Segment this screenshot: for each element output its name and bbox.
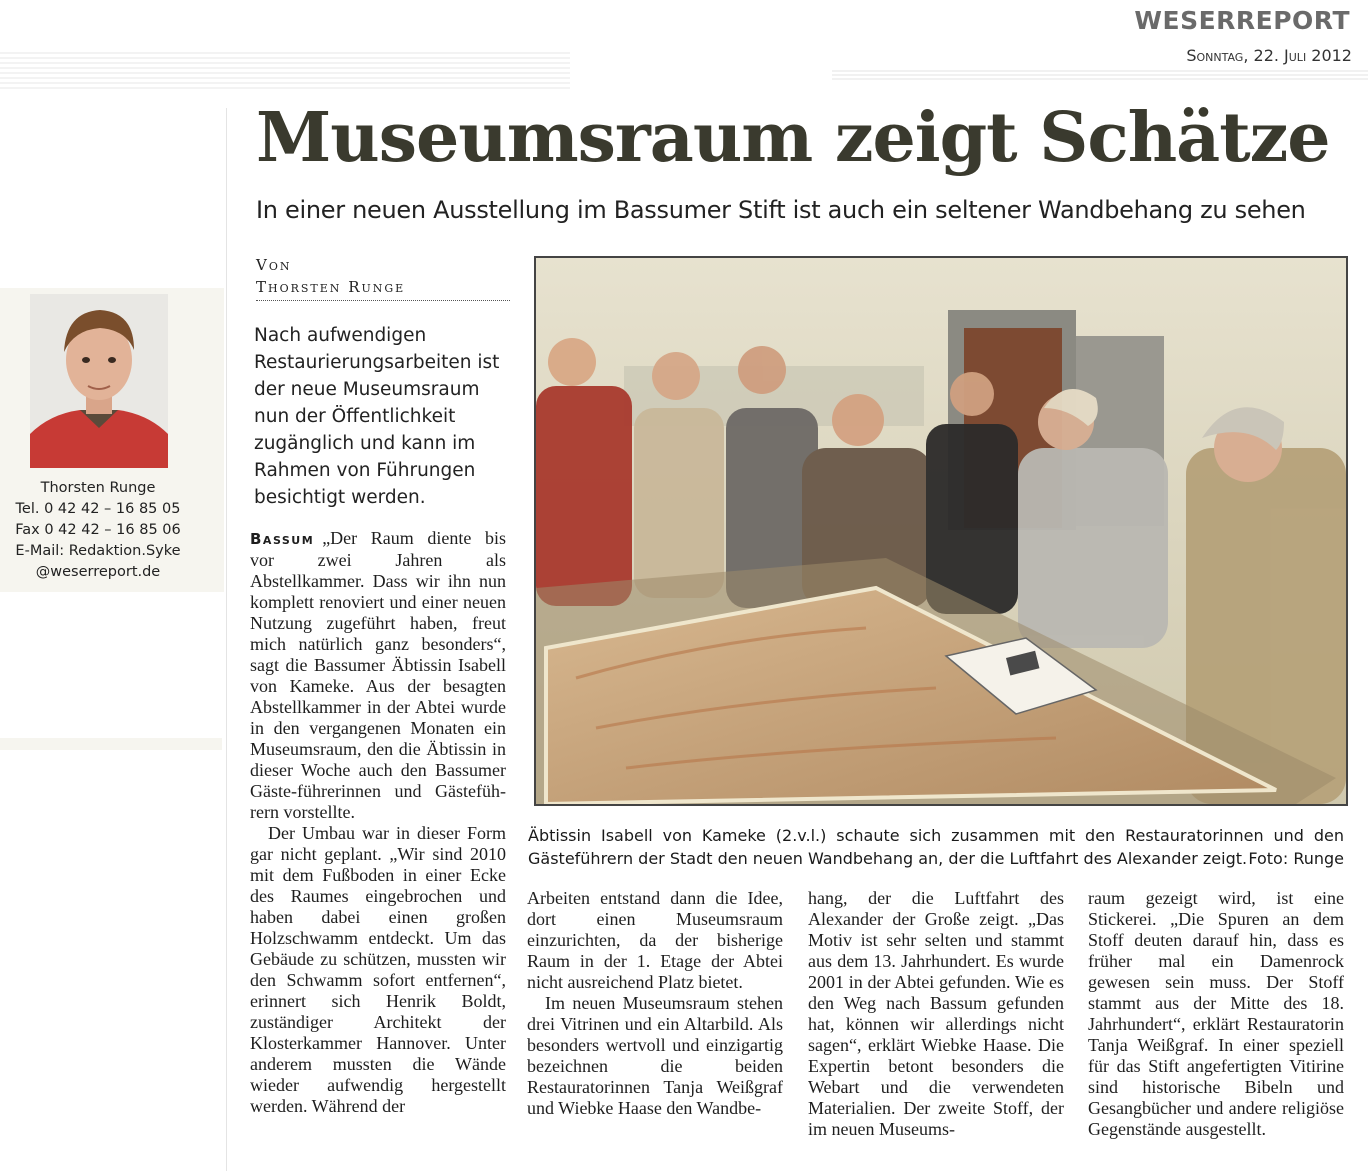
author-portrait-illustration [30,294,168,468]
author-fax: Fax 0 42 42 – 16 85 06 [15,522,181,538]
masthead-name: WESERREPORT [1134,6,1350,35]
body-paragraph: hang, der die Luftfahrt des Alexander der Große zeigt. „Das Motiv ist sehr selten und stammt aus dem 13. Jahrhundert. Es wurde 2001 in der Abtei gefunden. Wie es den Weg nach Bassum gefunden hat, können wir allerdings nicht sagen“, erklärt Wiebke Haase. Die Expertin betont besonders die Webart und die verwendeten Materialien. Der zweite Stoff, der im neuen Museums- [808,888,1064,1139]
body-paragraph: Arbeiten entstand dann die Idee, dort einen Museumsraum einzurichten, da der bisherige Raum in der 1. Etage der Abtei nicht ausreichend Platz bietet. [527,888,783,992]
author-email-line2: @weserreport.de [35,564,161,580]
author-name: Thorsten Runge [40,480,156,496]
decorative-rule [832,70,1368,82]
byline-divider [256,300,510,301]
article-column-2 [527,888,783,1119]
photo-credit: Foto: Runge [1248,849,1344,868]
author-email-line1: E-Mail: Redaktion.Syke [15,543,181,559]
article-column-1 [250,528,506,1117]
article-column-4 [1088,888,1344,1140]
decorative-rule [0,52,570,90]
photo-caption [528,824,1344,870]
dateline: Bassum [250,530,315,548]
article-column-3 [808,888,1064,1140]
decorative-band [0,738,222,750]
byline-prefix: Von [256,256,292,274]
body-paragraph: raum gezeigt wird, ist eine Stickerei. „Die Spuren an dem Stoff deuten darauf hin, dass es früher mal ein Damenrock gewesen sein muss. Der Stoff stammt aus der Mitte des 18. Jahrhundert“, erklärt Restauratorin Tanja Weißgraf. In einer speziell für das Stift angefertigten Vitirine sind historische Bibeln und Gesangbücher und andere religiöse Gegenstände ausgestellt. [1088,888,1344,1139]
lead-paragraph: Nach aufwendigen Restaurierungsarbeiten ist der neue Museumsraum nun der Öffentlichkeit zugänglich und kann im Rahmen von Führungen besichtigt werden. [254,325,500,508]
author-contact [0,478,196,583]
subheadline: In einer neuen Ausstellung im Bassumer Stift ist auch ein seltener Wandbehang zu sehen [256,196,1306,224]
body-paragraph: Der Umbau war in dieser Form gar nicht geplant. „Wir sind 2010 mit dem Fußboden in einer Ecke des Raumes eingebrochen und haben dabei einen großen Holzschwamm entdeckt. Um das Gebäude zu schützen, mussten wir den Schwamm sofort entfernen“, erinnert sich Henrik Boldt, zuständiger Architekt der Klosterkammer Hannover. Unter anderem mussten die Wände wieder aufwendig hergestellt werden. Während der [250,823,506,1116]
byline-author: Thorsten Runge [256,278,406,296]
article-photo [534,256,1348,806]
body-paragraph: Im neuen Museumsraum stehen drei Vitrinen und ein Altarbild. Als besonders wertvoll und einzigartig bezeichnen die beiden Restauratorinnen Tanja Weißgraf und Wiebke Haase den Wandbe- [527,993,783,1118]
issue-date: Sonntag, 22. Juli 2012 [1186,46,1352,65]
caption-text: Äbtissin Isabell von Kameke (2.v.l.) schaute sich zusammen mit den Restauratorinnen und den Gästeführern der Stadt den neuen Wandbehang an, der die Luftfahrt des Alexander zeigt. [528,826,1344,868]
column-divider [226,108,227,1171]
headline: Museumsraum zeigt Schätze [256,98,1330,178]
author-phone: Tel. 0 42 42 – 16 85 05 [15,501,181,517]
body-paragraph: Bassum „Der Raum diente bis vor zwei Jahren als Abstellkammer. Dass wir ihn nun komplett renoviert und einer neuen Nutzung zugeführt haben, freut mich natürlich ganz besonders“, sagt die Bassumer Äbtissin Isabell von Kameke. Aus der besagten Abstellkammer in der Abtei wurde in den vergangenen Monaten ein Museumsraum, den die Äbtissin in dieser Woche auch den Bassumer Gäste-führerinnen und Gästefüh-rern vorstellte. [250,528,506,822]
exhibition-photo-illustration [536,258,1346,804]
author-photo [30,294,168,468]
